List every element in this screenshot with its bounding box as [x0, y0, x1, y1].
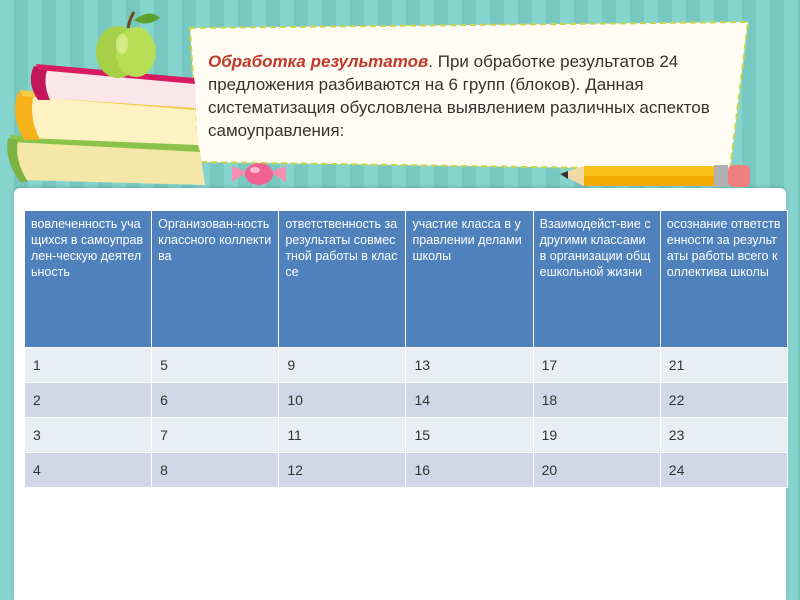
table-cell: 20	[533, 453, 660, 488]
table-cell: 19	[533, 418, 660, 453]
table-row	[25, 348, 788, 383]
table-cell: 17	[533, 348, 660, 383]
table-cell: 5	[152, 348, 279, 383]
table-cell: 24	[660, 453, 787, 488]
table-cell: 7	[152, 418, 279, 453]
table-cell: 2	[25, 383, 152, 418]
table-cell: 12	[279, 453, 406, 488]
results-table	[24, 210, 788, 488]
table-cell: 11	[279, 418, 406, 453]
table-cell: 6	[152, 383, 279, 418]
header-cell: ответственность за результаты совместной работы в классе	[279, 211, 406, 348]
intro-lead: Обработка результатов	[208, 52, 429, 71]
header-cell: Организован-ность классного коллектива	[152, 211, 279, 348]
table-cell: 22	[660, 383, 787, 418]
table-cell: 23	[660, 418, 787, 453]
header-cell: вовлеченность учащихся в самоуправлен-ческую деятельность	[25, 211, 152, 348]
table-cell: 16	[406, 453, 533, 488]
header-cell: осознание ответственности за результаты работы всего коллектива школы	[660, 211, 787, 348]
header-cell: Взаимодейст-вие с другими классами в организации общешкольной жизни	[533, 211, 660, 348]
apple-icon	[96, 12, 160, 78]
table-cell: 18	[533, 383, 660, 418]
table-cell: 3	[25, 418, 152, 453]
table-cell: 9	[279, 348, 406, 383]
table-cell: 14	[406, 383, 533, 418]
table-cell: 10	[279, 383, 406, 418]
table-cell: 15	[406, 418, 533, 453]
table-cell: 21	[660, 348, 787, 383]
table-cell: 4	[25, 453, 152, 488]
table-row	[25, 418, 788, 453]
table-cell: 1	[25, 348, 152, 383]
intro-rest: . При обработке результатов 24 предложения разбиваются на 6 групп (блоков). Данная систематизация обусловлена выявлением различных аспектов самоуправления:	[208, 52, 710, 140]
table-row	[25, 383, 788, 418]
intro-paragraph	[208, 50, 728, 142]
pencil-icon	[560, 165, 750, 187]
candy-icon	[232, 163, 286, 185]
table-cell: 8	[152, 453, 279, 488]
table-row	[25, 453, 788, 488]
header-cell: участие класса в управлении делами школы	[406, 211, 533, 348]
header-row	[25, 211, 788, 348]
table-cell: 13	[406, 348, 533, 383]
books-icon	[7, 64, 205, 185]
